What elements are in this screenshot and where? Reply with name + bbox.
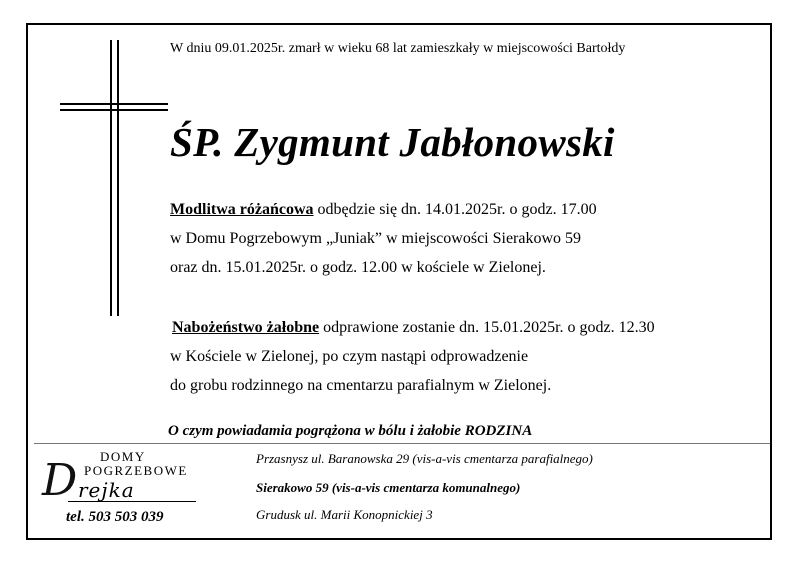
funeral-home-logo	[42, 449, 202, 531]
closing-line: O czym powiadamia pogrążona w bólu i żałobie RODZINA	[168, 423, 533, 439]
address-sierakowo: Sierakowo 59 (vis-a-vis cmentarza komunalnego)	[256, 480, 521, 495]
rosary-line-1-rest: odbędzie się dn. 14.01.2025r. o godz. 17.00	[313, 201, 597, 218]
deceased-name: ŚP. Zygmunt Jabłonowski	[170, 119, 615, 165]
death-notice-intro: W dniu 09.01.2025r. zmarł w wieku 68 lat zamieszkały w miejscowości Bartołdy	[170, 41, 626, 56]
funeral-line-1	[170, 313, 655, 342]
logo-rule	[68, 501, 196, 502]
cross-vertical-bar	[110, 40, 112, 316]
logo-line-2: POGRZEBOWE	[84, 463, 188, 478]
footer-divider	[34, 443, 770, 444]
logo-phone: tel. 503 503 039	[66, 509, 164, 525]
cross-horizontal-bar	[60, 109, 168, 111]
funeral-line-2: w Kościele w Zielonej, po czym nastąpi odprowadzenie	[170, 348, 529, 365]
logo-line-1: DOMY	[100, 449, 146, 464]
rosary-lead: Modlitwa różańcowa	[170, 201, 314, 218]
funeral-lead: Nabożeństwo żałobne	[172, 319, 320, 336]
rosary-line-1	[170, 195, 597, 224]
logo-initial: D	[42, 455, 78, 506]
rosary-line-2: w Domu Pogrzebowym „Juniak” w miejscowości Sierakowo 59	[170, 230, 582, 247]
address-przasnysz: Przasnysz ul. Baranowska 29 (vis-a-vis cmentarza parafialnego)	[256, 451, 593, 466]
logo-word: rejka	[78, 478, 135, 502]
address-grudusk: Grudusk ul. Marii Konopnickiej 3	[256, 507, 433, 522]
cross-horizontal-bar	[60, 103, 168, 105]
funeral-paragraph	[170, 313, 655, 400]
funeral-line-1-rest: odprawione zostanie dn. 15.01.2025r. o godz. 12.30	[319, 319, 655, 336]
rosary-line-3: oraz dn. 15.01.2025r. o godz. 12.00 w kościele w Zielonej.	[170, 259, 546, 276]
rosary-paragraph	[170, 195, 597, 282]
cross-vertical-bar	[117, 40, 119, 316]
funeral-line-3: do grobu rodzinnego na cmentarzu parafialnym w Zielonej.	[170, 377, 552, 394]
